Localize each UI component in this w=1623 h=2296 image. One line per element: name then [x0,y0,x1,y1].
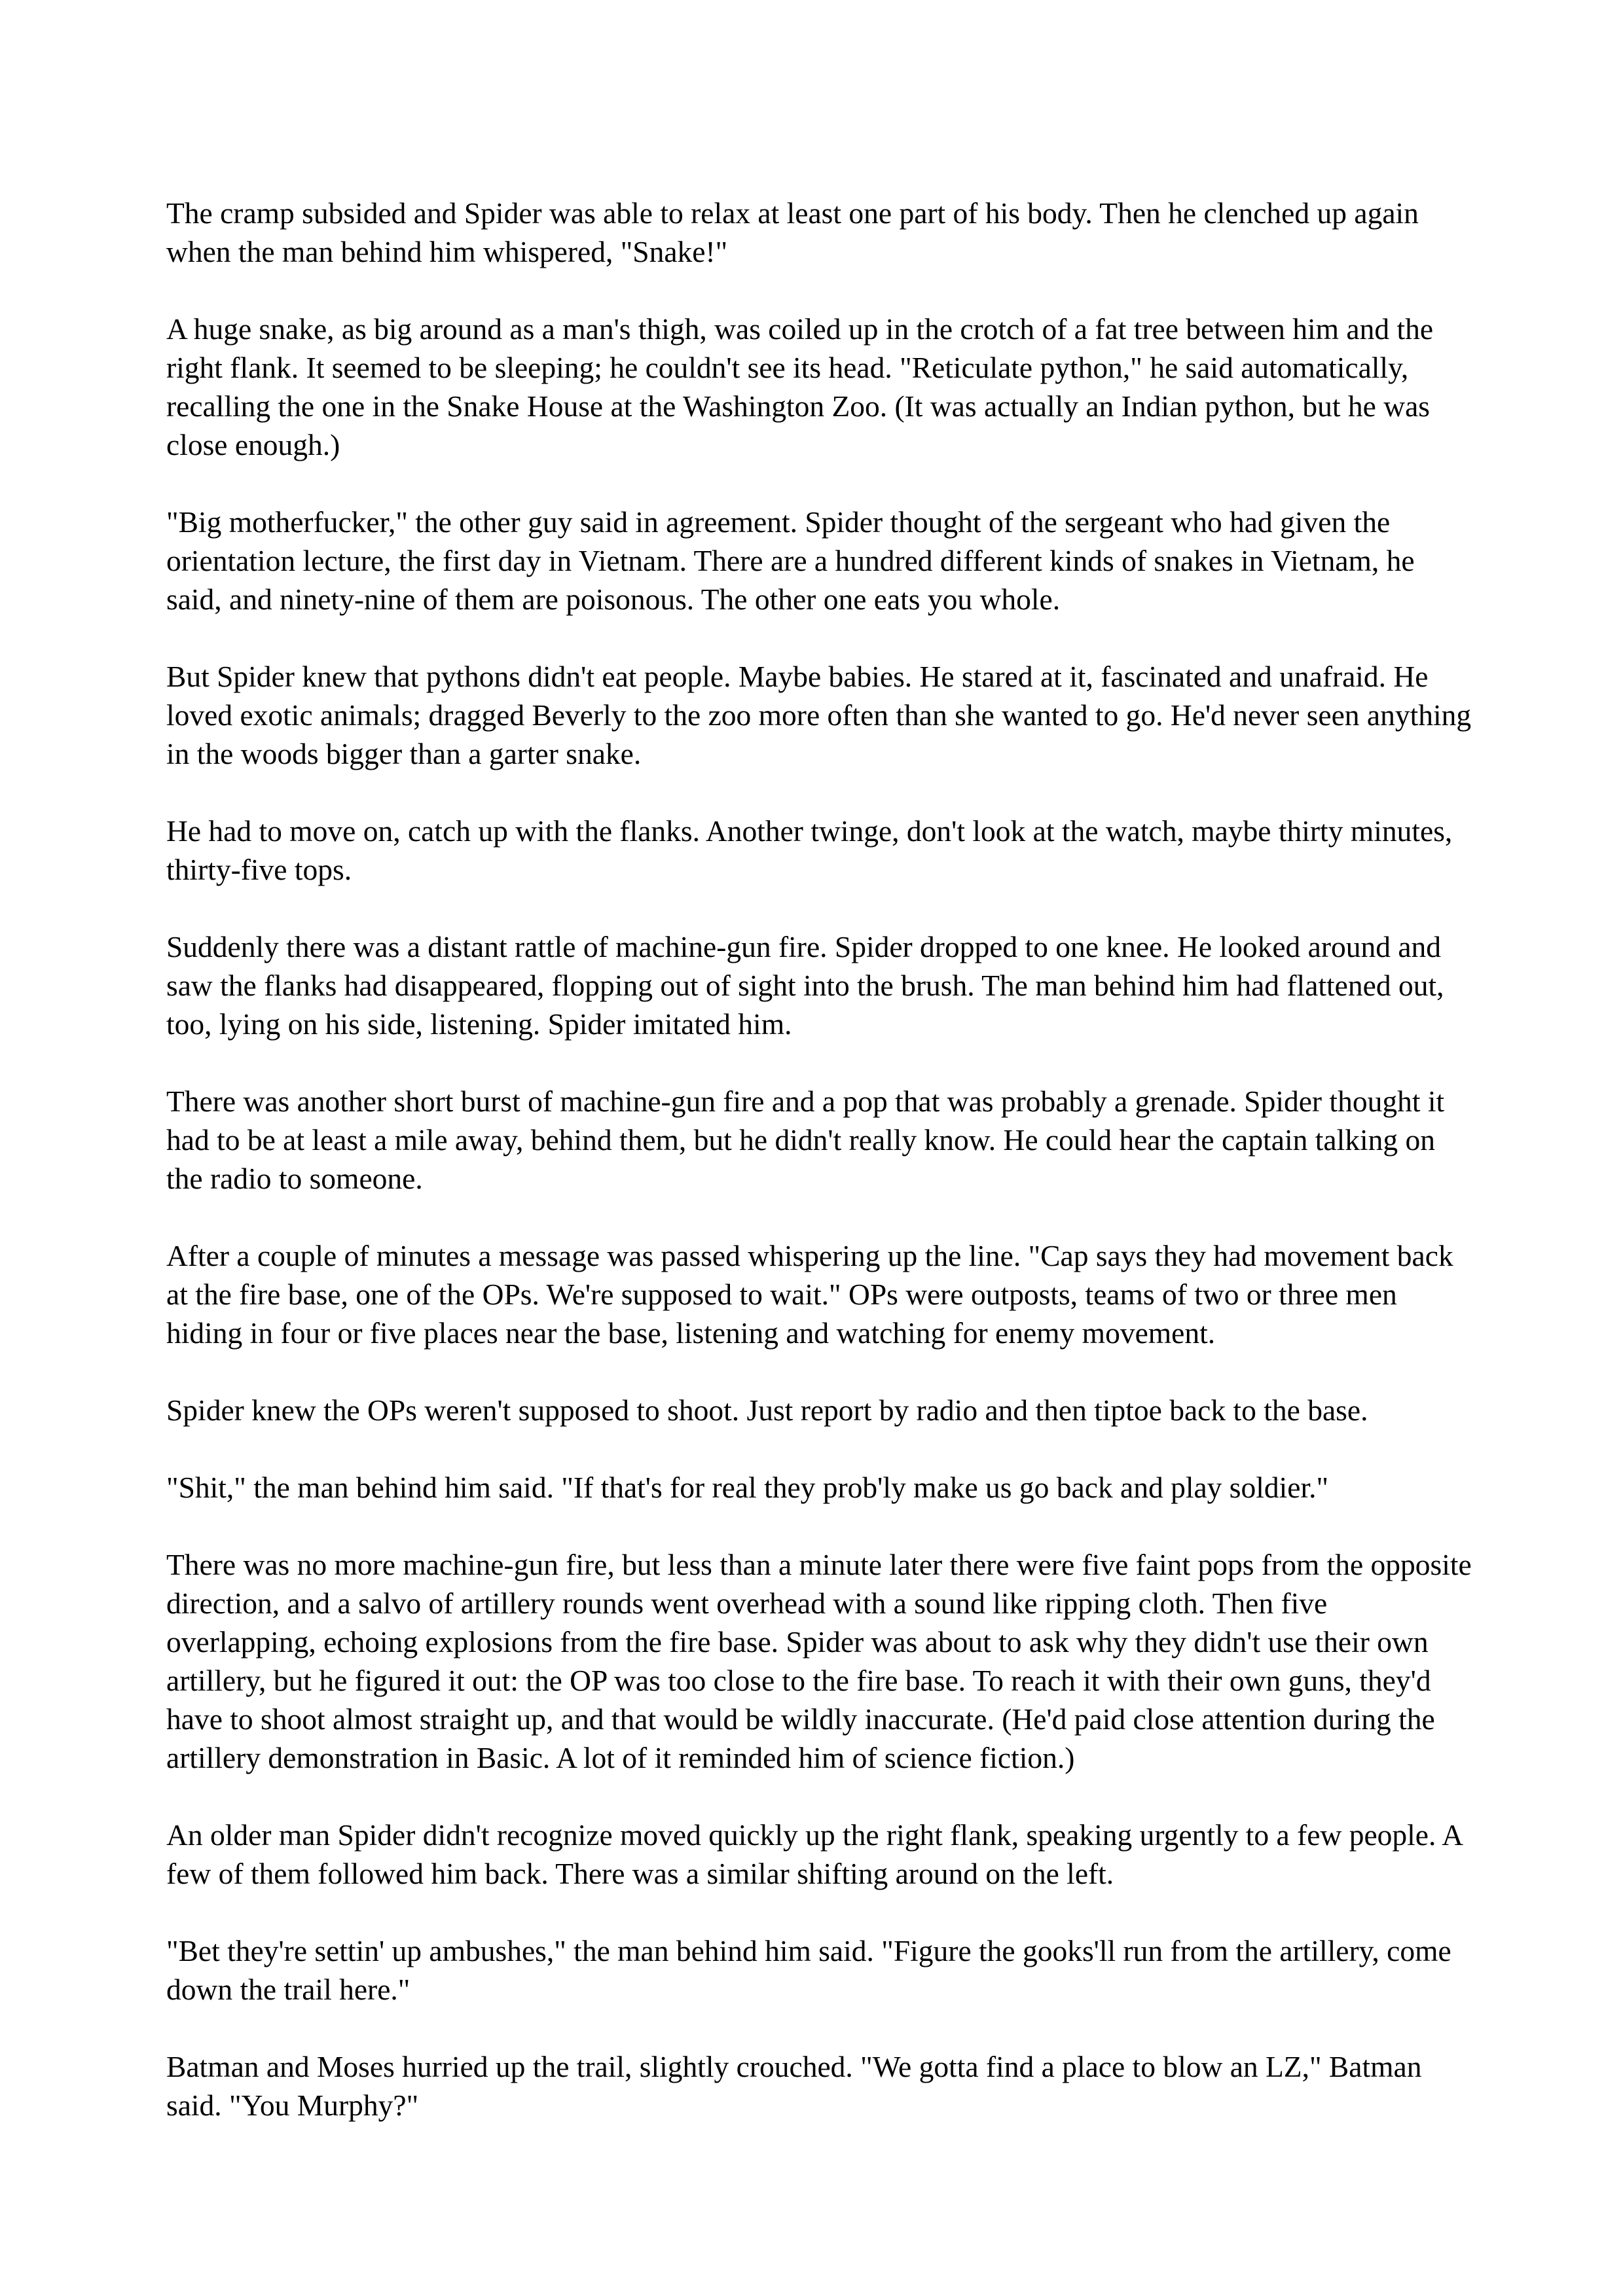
paragraph-3: "Big motherfucker," the other guy said in agreement. Spider thought of the sergeant who had given the orientation lecture, the first day in Vietnam. There are a hundred different kinds of snakes in Vietnam, he said, and ninety-nine of them are poisonous. The other one eats you whole. [166,505,1415,616]
paragraph-2: A huge snake, as big around as a man's thigh, was coiled up in the crotch of a fat tree between him and the right flank. It seemed to be sleeping; he couldn't see its head. "Reticulate python," he said automatically, recalling the one in the Snake House at the Washington Zoo. (It was actually an Indian python, but he was close enough.) [166,312,1434,461]
paragraph-12: An older man Spider didn't recognize moved quickly up the right flank, speaking urgently to a few people. A few of them followed him back. There was a similar shifting around on the left. [166,1818,1462,1890]
paragraph-7: There was another short burst of machine-gun fire and a pop that was probably a grenade. Spider thought it had to be at least a mile away, behind them, but he didn't really know. He could hear the captain talking on the radio to someone. [166,1085,1445,1195]
paragraph-14: Batman and Moses hurried up the trail, slightly crouched. "We gotta find a place to blow an LZ," Batman said. "You Murphy?" [166,2050,1422,2122]
paragraph-9: Spider knew the OPs weren't supposed to shoot. Just report by radio and then tiptoe back to the base. [166,1393,1368,1427]
paragraph-4: But Spider knew that pythons didn't eat people. Maybe babies. He stared at it, fascinated and unafraid. He loved exotic animals; dragged Beverly to the zoo more often than she wanted to go. He'd never seen anything in the woods bigger than a garter snake. [166,660,1472,770]
document-page [166,194,1476,2163]
paragraph-5: He had to move on, catch up with the flanks. Another twinge, don't look at the watch, maybe thirty minutes, thirty-five tops. [166,814,1453,886]
paragraph-11: There was no more machine-gun fire, but less than a minute later there were five faint pops from the opposite direction, and a salvo of artillery rounds went overhead with a sound like ripping cloth. Then five overlapping, echoing explosions from the fire base. Spider was about to ask why they didn't use their own artillery, but he figured it out: the OP was too close to the fire base. To reach it with their own guns, they'd have to shoot almost straight up, and that would be wildly inaccurate. (He'd paid close attention during the artillery demonstration in Basic. A lot of it reminded him of science fiction.) [166,1548,1472,1774]
paragraph-6: Suddenly there was a distant rattle of machine-gun fire. Spider dropped to one knee. He looked around and saw the flanks had disappeared, flopping out of sight into the brush. The man behind him had flattened out, too, lying on his side, listening. Spider imitated him. [166,930,1444,1041]
paragraph-13: "Bet they're settin' up ambushes," the man behind him said. "Figure the gooks'll run from the artillery, come down the trail here." [166,1934,1451,2006]
paragraph-1: The cramp subsided and Spider was able to relax at least one part of his body. Then he clenched up again when the man behind him whispered, "Snake!" [166,196,1419,268]
paragraph-10: "Shit," the man behind him said. "If that's for real they prob'ly make us go back and play soldier." [166,1471,1329,1504]
paragraph-8: After a couple of minutes a message was passed whispering up the line. "Cap says they had movement back at the fire base, one of the OPs. We're supposed to wait." OPs were outposts, teams of two or three men hiding in four or five places near the base, listening and watching for enemy movement. [166,1239,1453,1350]
